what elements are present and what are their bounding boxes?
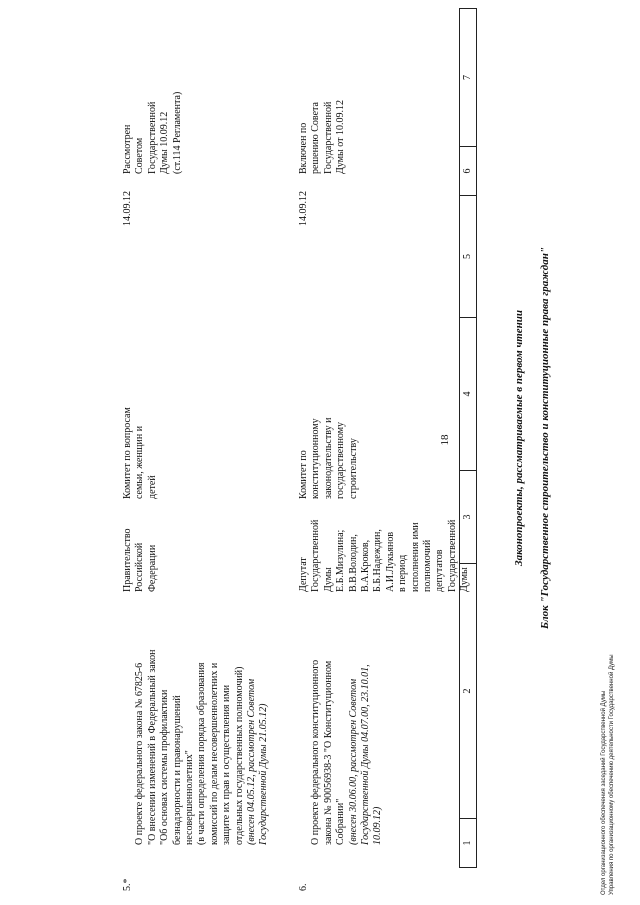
review-date: 14.09.12 — [298, 191, 309, 226]
column-number-header — [459, 8, 477, 868]
footer-line-2: Управления по организационному обеспечению деятельности Государственной Думы — [609, 654, 615, 895]
bill-title-text: О проекте федерального закона № 67825-6 "О внесении изменений в Федеральный закон "Об основах системы профилактики безнадзорности и правонарушений несовершеннолетних" (в части определения порядка образования комиссий по делам несовершеннолетних и защите их прав и осуществления ими отдельных государственных полномочий) — [134, 649, 245, 845]
bill-title — [122, 595, 271, 845]
column-number-2: 2 — [459, 563, 477, 819]
status-note: Рассмотрен Советом Государственной Думы 10.09.12 (ст.114 Регламента) — [122, 91, 183, 174]
responsible-committee: Комитет по конституционному законодательству и государственному строительству — [298, 417, 359, 499]
bill-title — [298, 595, 385, 845]
column-number-6: 6 — [459, 146, 477, 196]
section-title-block: Блок "Государственное строительство и конституционные права граждан" — [539, 247, 551, 629]
status-note: Включен по решению Совета Государственной Думы от 10.09.12 — [298, 100, 347, 174]
responsible-committee: Комитет по вопросам семьи, женщин и детей — [122, 407, 158, 499]
page-number: 18 — [439, 434, 451, 446]
bill-title-note: (внесен 30.06.00, рассмотрен Советом Государственной Думы 04.07.00, 23.10.01, 10.09.12) — [347, 664, 384, 845]
section-title-first-reading: Законопроекты, рассматриваемые в первом чтении — [513, 310, 525, 566]
bill-initiator: Правительство Российской Федерации — [122, 528, 158, 592]
row-number: 5.* — [122, 878, 133, 891]
column-number-5: 5 — [459, 195, 477, 318]
column-number-3: 3 — [459, 470, 477, 564]
row-number: 6. — [298, 883, 309, 891]
bill-title-note: (внесен 04.05.12, рассмотрен Советом Государственной Думы 21.05.12) — [246, 678, 270, 845]
column-number-1: 1 — [459, 818, 477, 868]
column-number-4: 4 — [459, 317, 477, 471]
bill-initiator: Депутат Государственной Думы Е.Б.Мизулина; В.В.Володин, В.А.Кроков, Б.Б.Надеждин, А.И.Лукьянов в период исполнения ими полномочий депутатов Государственной Думы — [298, 519, 471, 592]
column-number-7: 7 — [459, 8, 477, 147]
bill-title-text: О проекте федерального конституционного закона № 90056938-3 "О Конституционном Собрании" — [310, 659, 347, 845]
review-date: 14.09.12 — [122, 191, 133, 226]
footer-line-1: Отдел организационного обеспечения заседаний Государственной Думы — [601, 690, 607, 895]
document-footer — [600, 195, 616, 895]
